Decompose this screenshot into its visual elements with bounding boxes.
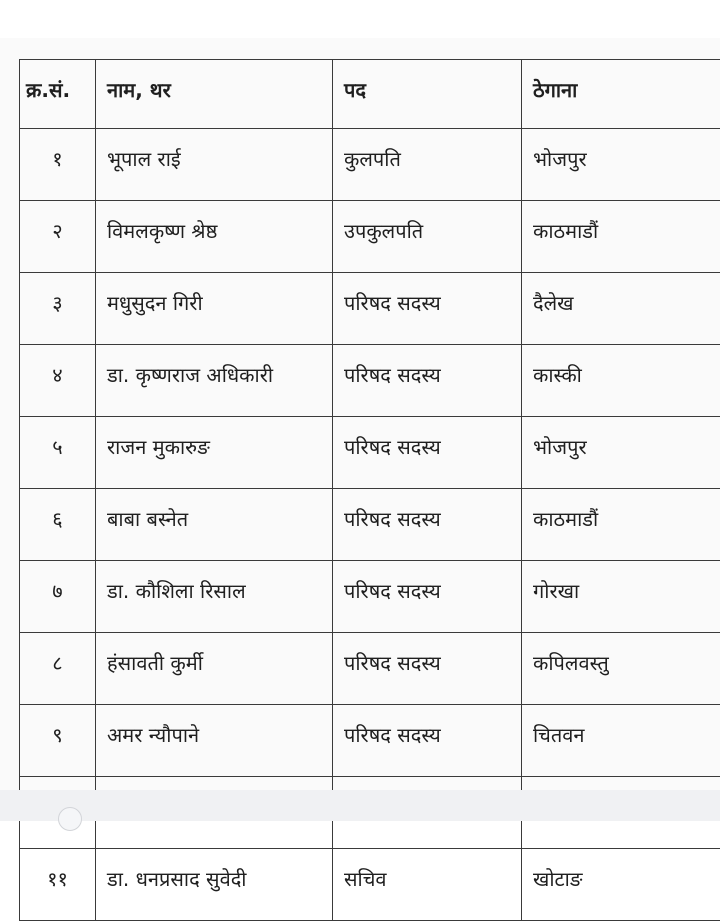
cell-name: विमलकृष्ण श्रेष्ठ <box>96 201 333 273</box>
cell-sn: २ <box>20 201 96 273</box>
table-row <box>20 489 720 561</box>
cell-post: परिषद सदस्य <box>333 633 522 705</box>
header-name: नाम, थर <box>96 60 333 129</box>
cell-post: परिषद सदस्य <box>333 489 522 561</box>
cell-post: परिषद सदस्य <box>333 273 522 345</box>
table-row <box>20 633 720 705</box>
cell-name: डा. कौशिला रिसाल <box>96 561 333 633</box>
cell-sn: ५ <box>20 417 96 489</box>
cell-post: कुलपति <box>333 129 522 201</box>
table-row <box>20 201 720 273</box>
header-address: ठेगाना <box>522 60 720 129</box>
cell-sn: ११ <box>20 849 96 921</box>
table-row <box>20 129 720 201</box>
cell-address: गोरखा <box>522 561 720 633</box>
table-row <box>20 345 720 417</box>
cell-address: खोटाङ <box>522 849 720 921</box>
cell-address: काठमाडौं <box>522 201 720 273</box>
header-post: पद <box>333 60 522 129</box>
table-row <box>20 561 720 633</box>
cell-address: कपिलवस्तु <box>522 633 720 705</box>
cell-name: डा. धनप्रसाद सुवेदी <box>96 849 333 921</box>
cell-post: परिषद सदस्य <box>333 561 522 633</box>
table-row <box>20 705 720 777</box>
cell-address: काठमाडौं <box>522 489 720 561</box>
cell-name: डा. कृष्णराज अधिकारी <box>96 345 333 417</box>
cell-post: सचिव <box>333 849 522 921</box>
cell-address: भोजपुर <box>522 129 720 201</box>
avatar <box>58 807 82 831</box>
cell-sn: ४ <box>20 345 96 417</box>
cell-name: राजन मुकारुङ <box>96 417 333 489</box>
cell-post: परिषद सदस्य <box>333 417 522 489</box>
bottom-bar <box>0 790 720 821</box>
table-row <box>20 417 720 489</box>
cell-address: दैलेख <box>522 273 720 345</box>
cell-name: मधुसुदन गिरी <box>96 273 333 345</box>
cell-sn: १ <box>20 129 96 201</box>
top-margin <box>0 0 720 38</box>
cell-name: अमर न्यौपाने <box>96 705 333 777</box>
table-row <box>20 273 720 345</box>
cell-address: कास्की <box>522 345 720 417</box>
cell-sn: ९ <box>20 705 96 777</box>
cell-sn: ३ <box>20 273 96 345</box>
cell-name: बाबा बस्नेत <box>96 489 333 561</box>
cell-address: भोजपुर <box>522 417 720 489</box>
header-sn: क्र.सं. <box>20 60 96 129</box>
cell-name: हंसावती कुर्मी <box>96 633 333 705</box>
table-row <box>20 849 720 921</box>
cell-post: परिषद सदस्य <box>333 705 522 777</box>
cell-sn: ८ <box>20 633 96 705</box>
header-row <box>20 60 720 129</box>
cell-sn: ७ <box>20 561 96 633</box>
cell-name: भूपाल राई <box>96 129 333 201</box>
cell-sn: ६ <box>20 489 96 561</box>
cell-post: परिषद सदस्य <box>333 345 522 417</box>
cell-post: उपकुलपति <box>333 201 522 273</box>
cell-address: चितवन <box>522 705 720 777</box>
